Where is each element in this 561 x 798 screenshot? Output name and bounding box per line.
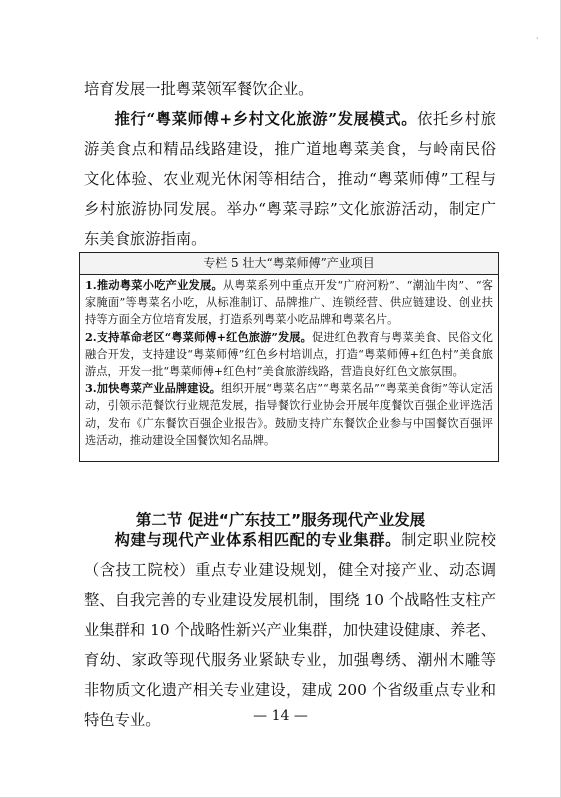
paragraph-lead: 构建与现代产业体系相匹配的专业集群。: [114, 531, 402, 549]
column-box: [79, 252, 499, 462]
paragraph-rural-tourism: [84, 104, 496, 254]
column-item-lead: 1.推动粤菜小吃产业发展。: [85, 278, 223, 292]
column-item: [85, 380, 493, 449]
column-item-body: 促进红色教育与粤菜美食、民俗文化融合开发，支持建设“粤菜师傅”红色乡村培训点，打造“粤菜师傅+红色村”美食旅游点，开发一批“粤菜师傅+红色村”美食旅游线路，营造良好红色文旅氛围。: [85, 330, 493, 379]
column-item: [85, 277, 493, 329]
column-item: [85, 329, 493, 381]
scan-mark: ·: [536, 34, 539, 43]
paragraph-professional-clusters: [84, 525, 496, 735]
column-item-lead: 2.支持革命老区“粤菜师傅+红色旅游”发展。: [85, 329, 312, 344]
paragraph-lead: 推行“粤菜师傅+乡村文化旅游”发展模式。: [114, 110, 418, 128]
column-item-body: 组织开展“粤菜名店”“粤菜名品”“粤菜美食街”等认定活动，引领示范餐饮行业规范发展，指导餐饮行业协会开展年度餐饮百强企业评选活动，发布《广东餐饮百强企业报告》。鼓励支持广东餐饮企业参与中国餐饮百强评选活动，推动建设全国餐饮知名品牌。: [85, 382, 493, 447]
paragraph-body: 制定职业院校（含技工院校）重点专业建设规划，健全对接产业、动态调整、自我完善的专业建设发展机制，围绕 10 个战略性支柱产业集群和 10 个战略性新兴产业集群，加快建设健康、养老、育幼、家政等现代服务业紧缺专业，加强粤绣、潮州木雕等非物质文化遗产相关专业建设，建成 200 个省级重点专业和特色专业。: [84, 531, 496, 729]
column-box-title: 专栏 5 壮大“粤菜师傅”产业项目: [80, 253, 498, 275]
column-item-body: 从粤菜系列中重点开发“广府河粉”、“潮汕牛肉”、“客家腌面”等粤菜名小吃，从标准制订、品牌推广、连锁经营、供应链建设、创业扶持等方面全方位培育发展，打造系列粤菜小吃品牌和粤菜名片。: [85, 279, 493, 327]
paragraph-continuation: 培育发展一批粤菜领军餐饮企业。: [84, 80, 314, 98]
paragraph-body: 依托乡村旅游美食点和精品线路建设，推广道地粤菜美食，与岭南民俗文化体验、农业观光休闲等相结合，推动“粤菜师傅”工程与乡村旅游协同发展。举办“粤菜寻踪”文化旅游活动，制定广东美食旅游指南。: [84, 110, 496, 248]
section-heading: 第二节 促进“广东技工”服务现代产业发展: [135, 510, 426, 529]
column-box-body: [80, 275, 498, 449]
column-item-lead: 3.加快粤菜产业品牌建设。: [85, 381, 222, 396]
page-number: — 14 —: [253, 708, 308, 724]
